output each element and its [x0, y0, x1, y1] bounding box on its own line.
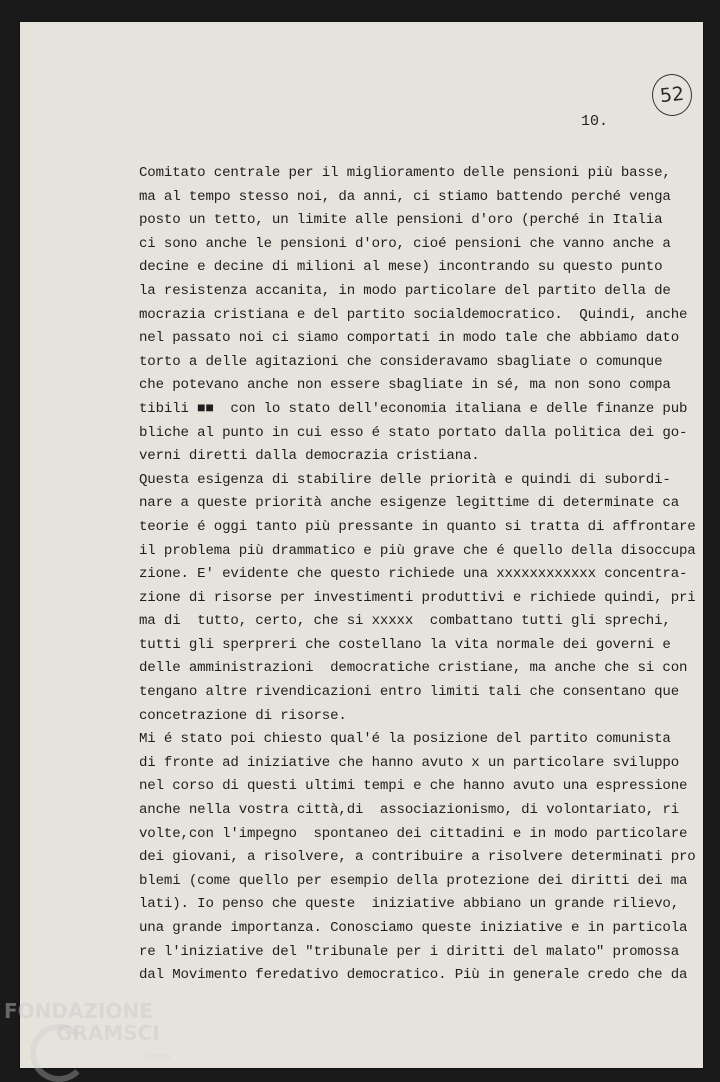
document-page — [20, 22, 703, 1068]
text-line: decine e decine di milioni al mese) incontrando su questo punto — [139, 259, 663, 276]
text-line: una grande importanza. Conosciamo queste iniziative e in particola — [139, 920, 688, 936]
text-line: lati). Io penso che queste iniziative abbiano un grande rilievo, — [139, 896, 679, 913]
text-line: nel corso di questi ultimi tempi e che hanno avuto una espressione — [139, 778, 688, 795]
archive-number: 52 — [658, 82, 686, 108]
text-line: ma di tutto, certo, che si xxxxx combattano tutti gli sprechi, — [139, 613, 671, 630]
text-line: ma al tempo stesso noi, da anni, ci stiamo battendo perché venga — [139, 188, 671, 205]
text-line: teorie é oggi tanto più pressante in quanto si tratta di affrontare — [139, 518, 696, 535]
text-line: dal Movimento feredativo democratico. Più in generale credo che da — [139, 967, 688, 984]
text-line: il problema più drammatico e più grave che é quello della disoccupa — [139, 542, 696, 559]
text-line: nare a queste priorità anche esigenze legittime di determinate ca — [139, 495, 679, 512]
text-line: verni diretti dalla democrazia cristiana. — [139, 448, 480, 465]
text-line: la resistenza accanita, in modo particolare del partito della de — [139, 282, 671, 299]
text-line: di fronte ad iniziative che hanno avuto x un particolare sviluppo — [139, 754, 679, 771]
text-line: nel passato noi ci siamo comportati in modo tale che abbiamo dato — [139, 330, 679, 347]
text-line: tibili ■■ con lo stato dell'economia italiana e delle finanze pub — [139, 400, 688, 417]
text-line: tengano altre rivendicazioni entro limiti tali che consentano que — [139, 684, 679, 701]
text-line: volte,con l'impegno spontaneo dei cittadini e in modo particolare — [139, 825, 688, 842]
text-line: zione. E' evidente che questo richiede una xxxxxxxxxxxx concentra- — [139, 566, 688, 583]
watermark-line2: GRAMSCI — [56, 1021, 160, 1045]
text-line: concetrazione di risorse. — [139, 707, 347, 724]
text-line: bliche al punto in cui esso é stato portato dalla politica dei go- — [139, 424, 688, 441]
text-line: ci sono anche le pensioni d'oro, cioé pensioni che vanno anche a — [139, 235, 671, 252]
text-line: che potevano anche non essere sbagliate in sé, ma non sono compa — [139, 377, 671, 394]
text-line: posto un tetto, un limite alle pensioni d'oro (perché in Italia — [139, 212, 663, 229]
text-line: anche nella vostra città,di associazionismo, di volontariato, ri — [139, 802, 679, 819]
watermark-g-icon — [30, 1024, 88, 1082]
text-line: Questa esigenza di stabilire delle priorità e quindi di subordi- — [139, 471, 671, 488]
page-number: 10. — [581, 113, 609, 130]
text-line: delle amministrazioni democratiche cristiane, ma anche che si con — [139, 660, 688, 677]
typed-text-body — [139, 162, 699, 988]
text-line: Mi é stato poi chiesto qual'é la posizione del partito comunista — [139, 731, 671, 748]
text-line: dei giovani, a risolvere, a contribuire a risolvere determinati pro — [139, 849, 696, 866]
text-line: torto a delle agitazioni che consideravamo sbagliate o comunque — [139, 353, 663, 370]
text-line: Comitato centrale per il miglioramento delle pensioni più basse, — [139, 165, 671, 181]
text-line: mocrazia cristiana e del partito socialdemocratico. Quindi, anche — [139, 306, 688, 323]
text-line: tutti gli sperpreri che costellano la vita normale dei governi e — [139, 636, 671, 653]
watermark-line1: FONDAZIONE — [4, 999, 153, 1023]
watermark-suffix: onlus — [146, 1052, 171, 1062]
text-line: blemi (come quello per esempio della protezione dei diritti dei ma — [139, 872, 688, 889]
text-line: zione di risorse per investimenti produttivi e richiede quindi, pri — [139, 589, 696, 606]
text-line: re l'iniziative del "tribunale per i diritti del malato" promossa — [139, 943, 679, 960]
archive-stamp — [650, 72, 694, 118]
